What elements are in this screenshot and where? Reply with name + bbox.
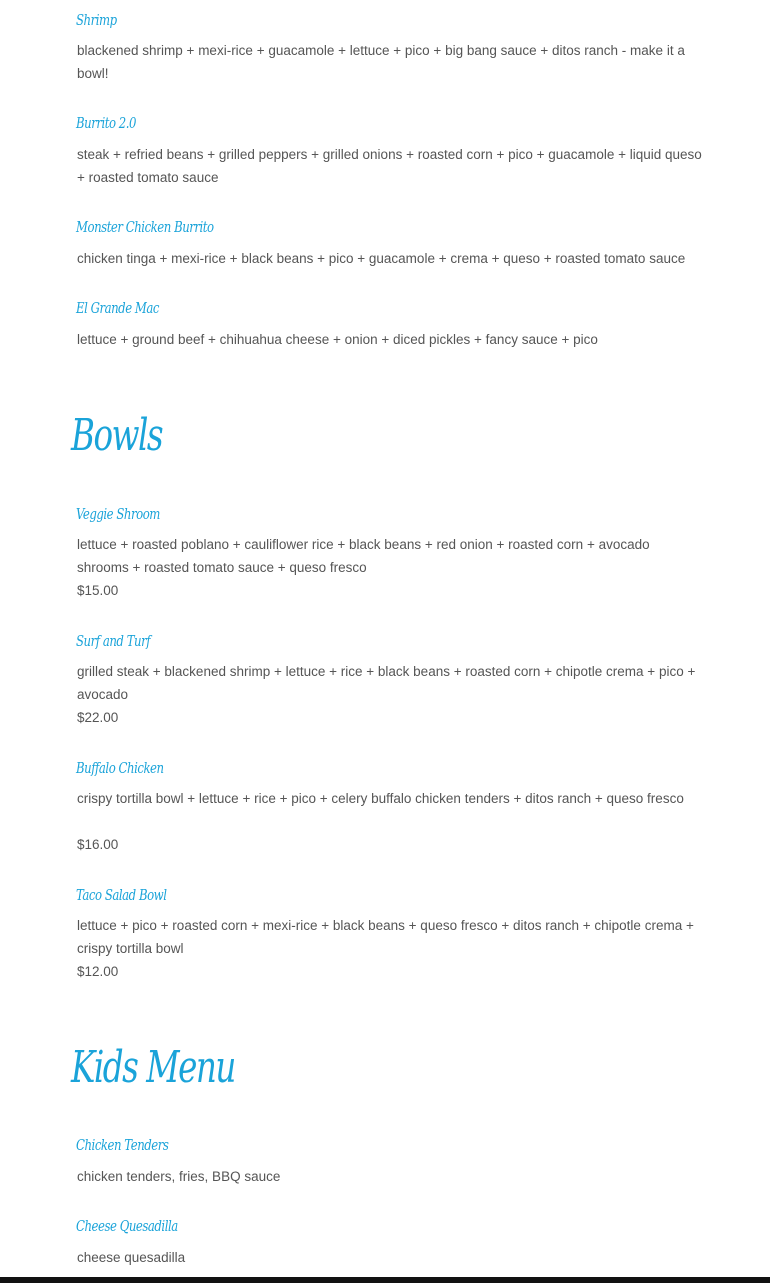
section-title-bowls: Bowls bbox=[71, 410, 163, 461]
menu-item-price: $15.00 bbox=[77, 583, 119, 598]
menu-item-title: Buffalo Chicken bbox=[76, 759, 164, 777]
menu-item-description: chicken tenders, fries, BBQ sauce bbox=[77, 1169, 281, 1184]
menu-item-description: lettuce + pico + roasted corn + mexi-rice + black beans + queso fresco + ditos ranch + chipotle crema + crispy tortilla bowl bbox=[77, 918, 694, 956]
menu-item-title: Surf and Turf bbox=[76, 632, 151, 650]
menu-item-description: steak + refried beans + grilled peppers + grilled onions + roasted corn + pico + guacamole + liquid queso + roasted tomato sauce bbox=[77, 147, 702, 185]
menu-item-description: chicken tinga + mexi-rice + black beans + pico + guacamole + crema + queso + roasted tomato sauce bbox=[77, 251, 686, 266]
menu-item-description: lettuce + ground beef + chihuahua cheese + onion + diced pickles + fancy sauce + pico bbox=[77, 332, 598, 347]
menu-item-title: Chicken Tenders bbox=[76, 1136, 169, 1154]
menu-item-title: Monster Chicken Burrito bbox=[76, 218, 214, 236]
menu-item-description: lettuce + roasted poblano + cauliflower rice + black beans + red onion + roasted corn + avocado shrooms + roasted tomato sauce + queso fresco bbox=[77, 537, 650, 575]
menu-item-title: Burrito 2.0 bbox=[76, 114, 136, 132]
menu-item-title: Taco Salad Bowl bbox=[76, 886, 167, 904]
menu-item-title: Shrimp bbox=[76, 11, 117, 29]
section-title-kids-menu: Kids Menu bbox=[71, 1042, 235, 1093]
menu-item-price: $22.00 bbox=[77, 710, 119, 725]
menu-item-title: Cheese Quesadilla bbox=[76, 1217, 178, 1235]
menu-item-description: blackened shrimp + mexi-rice + guacamole + lettuce + pico + big bang sauce + ditos ranch - make it a bowl! bbox=[77, 43, 685, 81]
menu-item-price: $16.00 bbox=[77, 837, 119, 852]
menu-item-title: Veggie Shroom bbox=[76, 505, 160, 523]
menu-item-description: grilled steak + blackened shrimp + lettuce + rice + black beans + roasted corn + chipotle crema + pico + avocado bbox=[77, 664, 696, 702]
bottom-bar bbox=[0, 1277, 770, 1283]
menu-item-title: El Grande Mac bbox=[76, 299, 160, 317]
menu-item-description: crispy tortilla bowl + lettuce + rice + pico + celery buffalo chicken tenders + ditos ranch + queso fresco bbox=[77, 791, 684, 806]
menu-item-price: $12.00 bbox=[77, 964, 119, 979]
menu-item-description: cheese quesadilla bbox=[77, 1250, 186, 1265]
